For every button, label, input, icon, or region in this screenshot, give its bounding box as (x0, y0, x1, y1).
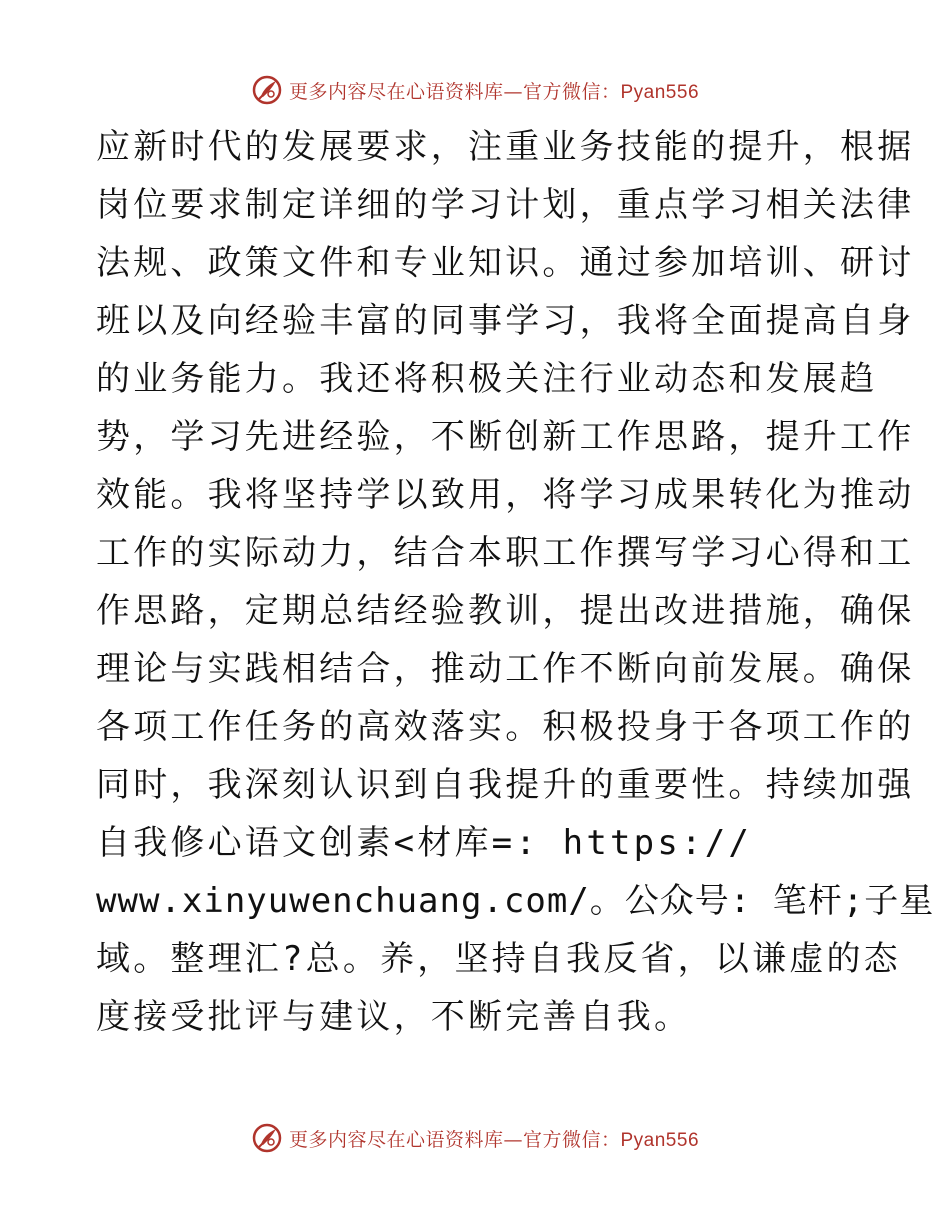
header-separator: — (503, 80, 523, 103)
footer-wechat-id: Pyan556 (620, 1129, 700, 1151)
body-line: 同时，我深刻认识到自我提升的重要性。持续加强 (96, 765, 915, 805)
body-line: 自我修心语文创素<材库=: https:// (96, 823, 753, 863)
body-line: 理论与实践相结合，推动工作不断向前发展。确保 (96, 649, 915, 689)
body-line: 势，学习先进经验，不断创新工作思路，提升工作 (96, 417, 915, 457)
footer-site-name: 更多内容尽在心语资料库 (288, 1128, 504, 1151)
header-wechat-id: Pyan556 (620, 81, 700, 103)
body-line-url: www.xinyuwenchuang.com/。公众号: 笔杆;子星 (96, 881, 935, 921)
body-line: 法规、政策文件和专业知识。通过参加培训、研讨 (96, 243, 915, 283)
footer-wechat-label: 官方微信： (522, 1128, 621, 1151)
footer-banner-inner (251, 1122, 699, 1154)
body-line: 岗位要求制定详细的学习计划，重点学习相关法律 (96, 185, 915, 225)
body-line: 工作的实际动力，结合本职工作撰写学习心得和工 (96, 533, 915, 573)
footer-separator: — (503, 1128, 523, 1151)
body-line: 度接受批评与建议，不断完善自我。 (96, 997, 692, 1037)
body-line: 的业务能力。我还将积极关注行业动态和发展趋 (96, 359, 878, 399)
body-line: 作思路，定期总结经验教训，提出改进措施，确保 (96, 591, 915, 631)
body-line: 应新时代的发展要求，注重业务技能的提升，根据 (96, 127, 915, 167)
body-line: 班以及向经验丰富的同事学习，我将全面提高自身 (96, 301, 915, 341)
body-line: 域。整理汇?总。养，坚持自我反省，以谦虚的态 (96, 939, 901, 979)
body-line: 各项工作任务的高效落实。积极投身于各项工作的 (96, 707, 915, 747)
header-banner (0, 70, 950, 110)
body-line: 效能。我将坚持学以致用，将学习成果转化为推动 (96, 475, 915, 515)
quill-pen-logo-icon (251, 1122, 283, 1154)
header-banner-inner (251, 74, 699, 106)
header-text (289, 77, 699, 104)
footer-text (289, 1125, 699, 1152)
header-wechat-label: 官方微信： (522, 80, 621, 103)
header-site-name: 更多内容尽在心语资料库 (288, 80, 504, 103)
document-body (96, 118, 935, 1046)
footer-banner (0, 1118, 950, 1158)
quill-pen-logo-icon (251, 74, 283, 106)
